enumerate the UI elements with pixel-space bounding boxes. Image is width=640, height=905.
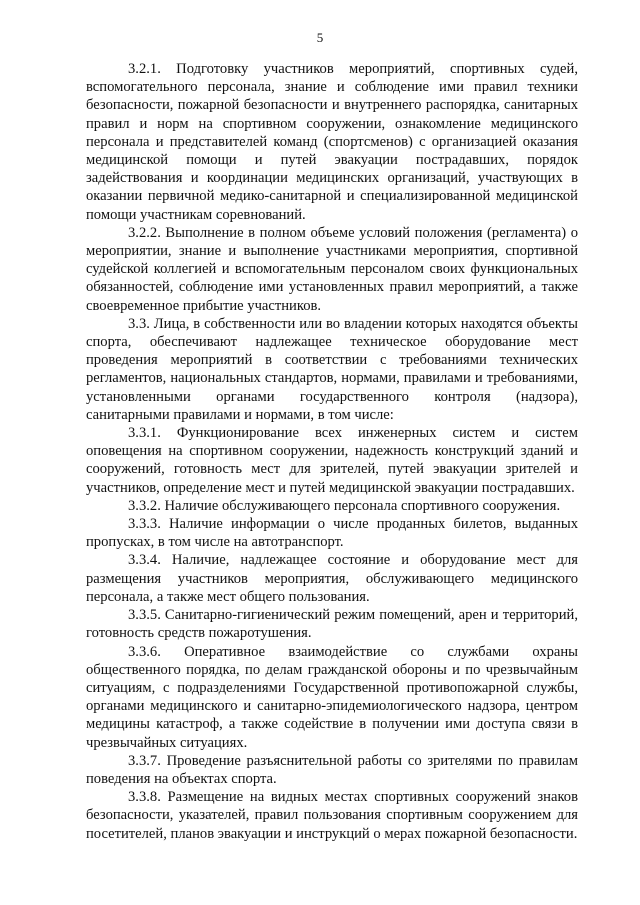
paragraph-3-2-1: 3.2.1. Подготовку участников мероприятий, спортивных судей, вспомогательного персонала, знание и соблюдение ими правил техники безопасности, пожарной безопасности и внутреннего распорядка, санитарных правил и норм на спортивном сооружении, ознакомление медицинского персонала и представителей команд (спортсменов) с организацией оказания медицинской помощи и путей эвакуации пострадавших, порядок задействования и координации медицинских организаций, участвующих в оказании первичной медико-санитарной и специализированной медицинской помощи участникам соревнований.	[86, 61, 578, 223]
paragraph-3-3-1: 3.3.1. Функционирование всех инженерных систем и систем оповещения на спортивном сооружении, надежность конструкций зданий и сооружений, готовность мест для зрителей, путей эвакуации зрителей и участников, определение мест и путей медицинской эвакуации пострадавших.	[86, 425, 578, 496]
paragraph-3-3-6: 3.3.6. Оперативное взаимодействие со службами охраны общественного порядка, по делам гражданской обороны и по чрезвычайным ситуациям, с подразделениями Государственной противопожарной службы, органами медицинского и санитарно-эпидемиологического надзора, центром медицины катастроф, а также содействие в получении ими доступа связи в чрезвычайных ситуациях.	[86, 643, 578, 751]
paragraph-3-3-3: 3.3.3. Наличие информации о числе проданных билетов, выданных пропусках, в том числе на автотранспорт.	[86, 516, 578, 551]
paragraph-3-3: 3.3. Лица, в собственности или во владении которых находятся объекты спорта, обеспечивают надлежащее техническое оборудование мест проведения мероприятий в соответствии с требованиями технических регламентов, национальных стандартов, нормами, правилами и требованиями, установленными органами государственного контроля (надзора), санитарными правилами и нормами, в том числе:	[86, 315, 578, 423]
paragraph-3-3-4: 3.3.4. Наличие, надлежащее состояние и оборудование мест для размещения участников мероприятия, обслуживающего медицинского персонала, а также мест общего пользования.	[86, 552, 578, 605]
paragraph-3-2-2: 3.2.2. Выполнение в полном объеме условий положения (регламента) о мероприятии, знание и выполнение участниками мероприятия, спортивной судейской коллегией и вспомогательным персоналом своих функциональных обязанностей, соблюдение ими установленных правил мероприятий, а также своевременное прибытие участников.	[86, 224, 578, 314]
paragraph-3-3-2: 3.3.2. Наличие обслуживающего персонала спортивного сооружения.	[128, 497, 561, 514]
document-body	[86, 60, 578, 843]
page-number: 5	[316, 30, 324, 45]
paragraph-3-3-7: 3.3.7. Проведение разъяснительной работы со зрителями по правилам поведения на объектах спорта.	[86, 752, 578, 787]
paragraph-3-3-5: 3.3.5. Санитарно-гигиенический режим помещений, арен и территорий, готовность средств пожаротушения.	[86, 607, 578, 642]
paragraph-3-3-8: 3.3.8. Размещение на видных местах спортивных сооружений знаков безопасности, указателей, правил пользования спортивным сооружением для посетителей, планов эвакуации и инструкций о мерах пожарной безопасности.	[86, 789, 578, 842]
